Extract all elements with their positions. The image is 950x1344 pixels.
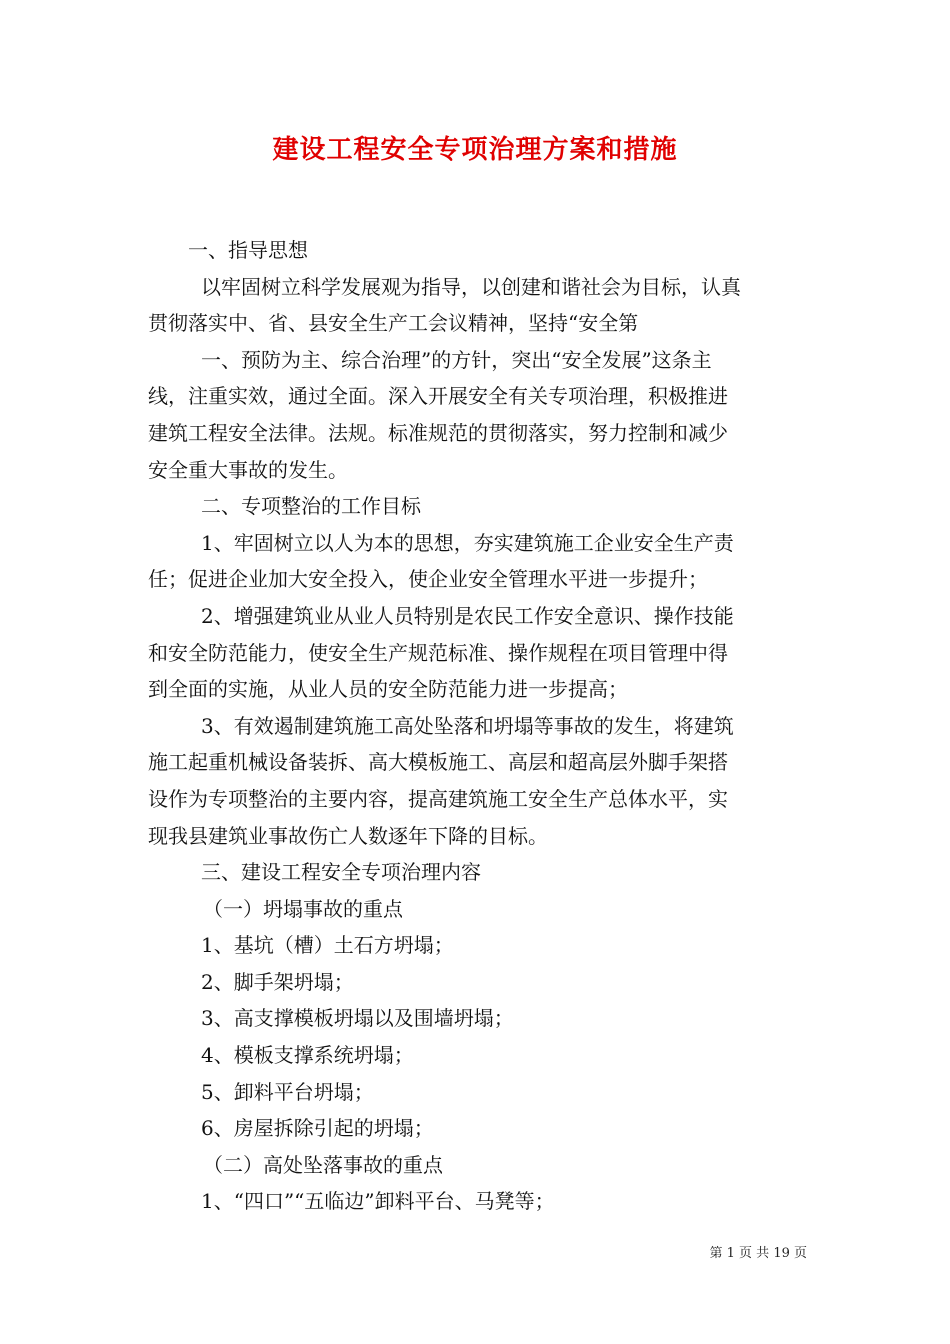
body-line: 以牢固树立科学发展观为指导，以创建和谐社会为目标，认真 (201, 274, 741, 299)
body-line: 设作为专项整治的主要内容，提高建筑施工安全生产总体水平，实 (148, 786, 728, 811)
body-line: 贯彻落实中、省、县安全生产工会议精神，坚持“安全第 (148, 311, 639, 336)
body-line: 3、有效遏制建筑施工高处坠落和坍塌等事故的发生，将建筑 (201, 713, 734, 738)
body-line: （一）坍塌事故的重点 (203, 896, 403, 921)
body-line: 4、模板支撑系统坍塌； (201, 1043, 414, 1068)
body-line: 安全重大事故的发生。 (148, 457, 348, 482)
body-line: 1、“四口”“五临边”卸料平台、马凳等； (201, 1189, 555, 1214)
document-title: 建设工程安全专项治理方案和措施 (272, 135, 678, 165)
page-number-footer: 第 1 页 共 19 页 (709, 1246, 807, 1261)
body-line: 2、增强建筑业从业人员特别是农民工作安全意识、操作技能 (201, 603, 734, 628)
body-line: 1、基坑（槽）土石方坍塌； (201, 933, 454, 958)
body-line: 一、指导思想 (188, 238, 308, 262)
body-line: 6、房屋拆除引起的坍塌； (201, 1116, 434, 1141)
body-line: （二）高处坠落事故的重点 (203, 1152, 443, 1177)
body-line: 3、高支撑模板坍塌以及围墙坍塌； (201, 1006, 514, 1031)
body-line: 5、卸料平台坍塌； (201, 1079, 374, 1104)
document-body (148, 232, 808, 1220)
body-line: 现我县建筑业事故伤亡人数逐年下降的目标。 (148, 823, 548, 848)
body-line: 施工起重机械设备装拆、高大模板施工、高层和超高层外脚手架搭 (148, 750, 728, 775)
body-line: 线，注重实效，通过全面。深入开展安全有关专项治理，积极推进 (148, 384, 728, 409)
body-line: 任；促进企业加大安全投入，使企业安全管理水平进一步提升； (148, 567, 708, 592)
body-line: 一、预防为主、综合治理”的方针，突出“安全发展”这条主 (201, 347, 712, 372)
body-line: 二、专项整治的工作目标 (201, 494, 421, 519)
body-line: 和安全防范能力，使安全生产规范标准、操作规程在项目管理中得 (148, 640, 728, 665)
body-line: 1、牢固树立以人为本的思想，夯实建筑施工企业安全生产责 (201, 530, 734, 555)
body-line: 到全面的实施，从业人员的安全防范能力进一步提高； (148, 677, 628, 702)
body-line: 三、建设工程安全专项治理内容 (201, 860, 481, 885)
body-line: 2、脚手架坍塌； (201, 969, 354, 994)
body-line: 建筑工程安全法律。法规。标准规范的贯彻落实，努力控制和减少 (148, 420, 728, 445)
